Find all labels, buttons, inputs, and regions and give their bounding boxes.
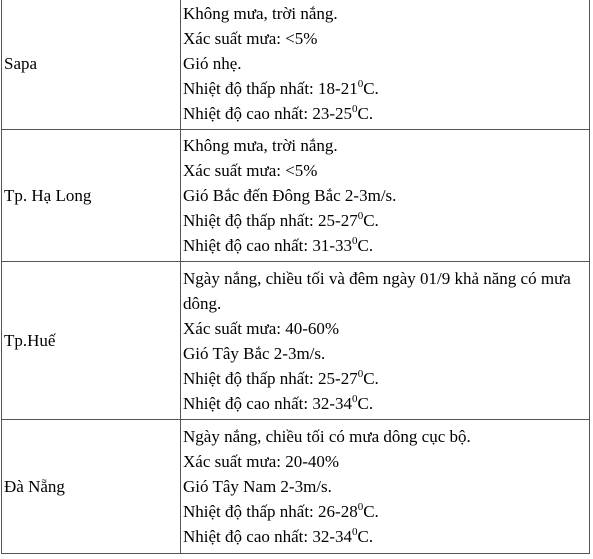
max-temperature (183, 524, 589, 549)
weather-description: Ngày nắng, chiều tối và đêm ngày 01/9 khả năng có mưa dông. (183, 268, 571, 313)
celsius-unit: C. (357, 236, 374, 255)
degree-sign: 0 (357, 501, 364, 513)
celsius-unit: C. (363, 78, 379, 98)
city-cell: Tp. Hạ Long (2, 130, 181, 262)
max-temperature (183, 101, 589, 126)
table-row (2, 130, 590, 262)
weather-description: Không mưa, trời nắng. (183, 3, 338, 23)
max-temperature-text: Nhiệt độ cao nhất: 31-33 (183, 236, 353, 255)
forecast-details-cell (181, 0, 590, 130)
min-temperature-text: Nhiệt độ thấp nhất: 25-27 (183, 211, 358, 230)
celsius-unit: C. (357, 527, 374, 546)
celsius-unit: C. (363, 368, 379, 388)
degree-sign: 0 (357, 367, 364, 380)
min-temperature-text: Nhiệt độ thấp nhất: 26-28 (183, 502, 358, 521)
min-temperature-text: Nhiệt độ thấp nhất: 18-21 (183, 78, 358, 98)
degree-sign: 0 (352, 235, 358, 247)
wind-info: Gió Tây Nam 2-3m/s. (183, 477, 332, 496)
wind-info: Gió Tây Bắc 2-3m/s. (183, 343, 326, 363)
min-temperature (183, 366, 589, 391)
min-temperature (183, 499, 589, 524)
forecast-details-cell (181, 130, 590, 262)
degree-sign: 0 (357, 77, 364, 90)
min-temperature (183, 76, 589, 101)
wind-info: Gió Bắc đến Đông Bắc 2-3m/s. (183, 186, 397, 205)
rain-probability: Xác suất mưa: <5% (183, 28, 318, 48)
max-temperature-text: Nhiệt độ cao nhất: 32-34 (183, 527, 353, 546)
rain-probability: Xác suất mưa: <5% (183, 161, 318, 180)
degree-sign: 0 (352, 102, 358, 115)
rain-probability: Xác suất mưa: 40-60% (183, 318, 340, 338)
celsius-unit: C. (357, 393, 374, 413)
celsius-unit: C. (363, 211, 379, 230)
max-temperature (183, 233, 589, 258)
table-row (2, 0, 590, 130)
city-cell: Tp.Huế (2, 262, 181, 420)
weather-description: Không mưa, trời nắng. (183, 136, 338, 155)
weather-description: Ngày nắng, chiều tối có mưa dông cục bộ. (183, 427, 471, 446)
forecast-details-cell (181, 262, 590, 420)
city-cell: Sapa (2, 0, 181, 130)
city-cell: Đà Nẵng (2, 420, 181, 554)
degree-sign: 0 (352, 526, 358, 538)
celsius-unit: C. (363, 502, 379, 521)
max-temperature (183, 391, 589, 416)
table-row (2, 262, 590, 420)
min-temperature-text: Nhiệt độ thấp nhất: 25-27 (183, 368, 358, 388)
max-temperature-text: Nhiệt độ cao nhất: 32-34 (183, 393, 353, 413)
weather-forecast-table (1, 0, 590, 554)
forecast-details-cell (181, 420, 590, 554)
rain-probability: Xác suất mưa: 20-40% (183, 452, 340, 471)
degree-sign: 0 (352, 392, 358, 405)
min-temperature (183, 208, 589, 233)
max-temperature-text: Nhiệt độ cao nhất: 23-25 (183, 103, 353, 123)
celsius-unit: C. (357, 103, 374, 123)
wind-info: Gió nhẹ. (183, 53, 242, 73)
degree-sign: 0 (357, 210, 364, 222)
table-row (2, 420, 590, 554)
